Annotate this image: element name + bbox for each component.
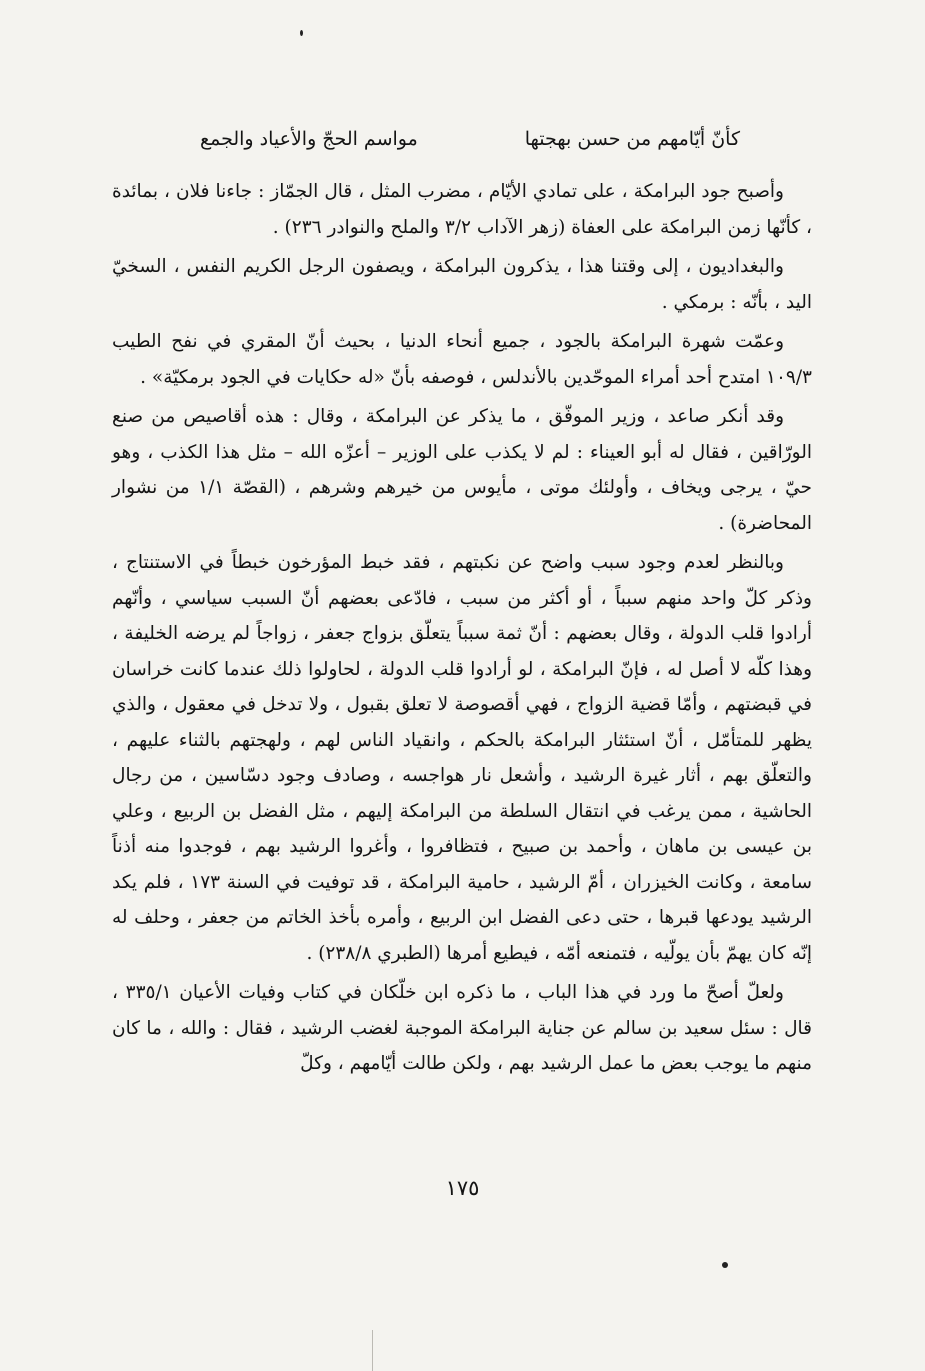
paragraph-2: والبغداديون ، إلى وقتنا هذا ، يذكرون البرامكة ، ويصفون الرجل الكريم النفس ، السخيّ اليد ، بأنّه : برمكي . (112, 256, 812, 313)
verse-right-hemistich: كأنّ أيّامهم من حسن بهجتها (524, 128, 740, 150)
fold-line (372, 1330, 373, 1371)
page-number: ١٧٥ (445, 1176, 480, 1200)
paragraph-6: ولعلّ أصحّ ما ورد في هذا الباب ، ما ذكره ابن خلّكان في كتاب وفيات الأعيان ٣٣٥/١ ، قال : سئل سعيد بن سالم عن جناية البرامكة الموجبة لغضب الرشيد ، فقال : والله ، ما كان منهم ما يوجب بعض ما عمل الرشيد بهم ، ولكن طالت أيّامهم ، وكلّ (112, 982, 812, 1074)
bottom-speck (722, 1262, 728, 1268)
paragraph-5: وبالنظر لعدم وجود سبب واضح عن نكبتهم ، فقد خبط المؤرخون خبطاً في الاستنتاج ، وذكر كلّ واحد منهم سبباً ، أو أكثر من سبب ، فادّعى بعضهم أنّ السبب سياسي ، وأنّهم أرادوا قلب الدولة ، وقال بعضهم : أنّ ثمة سبباً يتعلّق بزواج جعفر ، زواجاً لم يرضه الخليفة ، وهذا كلّه لا أصل له ، فإنّ البرامكة ، لو أرادوا قلب الدولة ، لحاولوا ذلك عندما كانت خراسان في قبضتهم ، وأمّا قضية الزواج ، فهي أقصوصة لا تعلق بقبول ، ولا تدخل في معقول ، والذي يظهر للمتأمّل ، أنّ استئثار البرامكة بالحكم ، وانقياد الناس لهم ، ولهجتهم بالثناء عليهم ، والتعلّق بهم ، أثار غيرة الرشيد ، وأشعل نار هواجسه ، وصادف وجود دسّاسين ، من رجال الحاشية ، ممن يرغب في انتقال السلطة من البرامكة إليهم ، مثل الفضل بن الربيع ، وعلي بن عيسى بن ماهان ، وأحمد بن صبيح ، فتظافروا ، وأغروا الرشيد بهم ، فوجدوا منه أذناً سامعة ، وكانت الخيزران ، أمّ الرشيد ، حامية البرامكة ، قد توفيت في السنة ١٧٣ ، فلم يكد الرشيد يودعها قبرها ، حتى دعى الفضل ابن الربيع ، وأمره بأخذ الخاتم من جعفر ، وحلف له إنّه كان يهمّ بأن يولّيه ، فتمنعه أمّه ، فيطيع أمرها (الطبري ٢٣٨/٨) . (112, 552, 812, 964)
body-text (112, 174, 812, 1082)
verse-line (200, 128, 740, 150)
paragraph-1: وأصبح جود البرامكة ، على تمادي الأيّام ، مضرب المثل ، قال الجمّاز : جاءنا فلان ، بمائدة ، كأنّها زمن البرامكة على العفاة (زهر الآداب ٣/٢ والملح والنوادر ٢٣٦) . (112, 181, 812, 238)
paragraph-3: وعمّت شهرة البرامكة بالجود ، جميع أنحاء الدنيا ، بحيث أنّ المقري في نفح الطيب ١٠٩/٣ امتدح أحد أمراء الموحّدين بالأندلس ، فوصفه بأنّ «له حكايات في الجود برمكيّة» . (112, 331, 812, 388)
paragraph-4: وقد أنكر صاعد ، وزير الموفّق ، ما يذكر عن البرامكة ، وقال : هذه أقاصيص من صنع الورّاقين ، فقال له أبو العيناء : لم لا يكذب على الوزير – أعزّه الله – مثل هذا الكذب ، وهو حيّ ، يرجى ويخاف ، وأولئك موتى ، مأيوس من خيرهم وشرهم ، (القصّة ١/١ من نشوار المحاضرة) . (112, 406, 812, 534)
top-speck (300, 30, 303, 36)
verse-left-hemistich: مواسم الحجّ والأعياد والجمع (200, 128, 418, 150)
